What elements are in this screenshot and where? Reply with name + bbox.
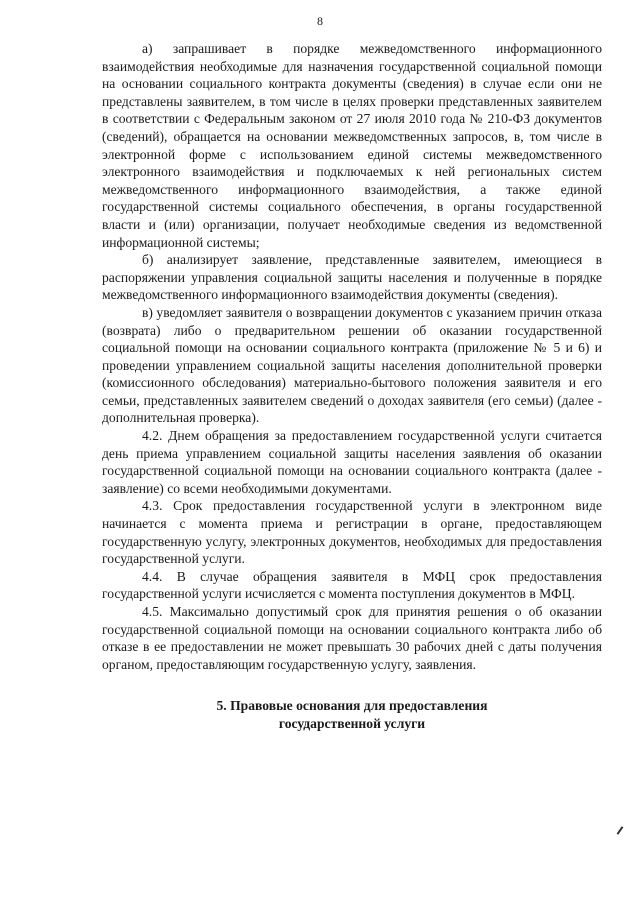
paragraph-v: в) уведомляет заявителя о возвращении документов с указанием причин отказа (возврата) либо о предварительном решении об оказании государственной социальной помощи на основании социального контракта (приложение № 5 и 6) и проведении управлением социальной защиты населения дополнительной проверки (комиссионного обследования) материально-бытового положения заявителя и его семьи, представленных заявителем сведений о доходах заявителя (его семьи) (далее - дополнительная проверка). (102, 304, 602, 426)
pen-mark (617, 826, 624, 835)
document-body (102, 40, 602, 733)
section-heading (102, 697, 602, 732)
paragraph-4-2: 4.2. Днем обращения за предоставлением государственной услуги считается день приема управлением социальной защиты населения заявления об оказании государственной социальной помощи на основании социального контракта (далее - заявление) со всеми необходимыми документами. (102, 428, 602, 496)
paragraph-4-4: 4.4. В случае обращения заявителя в МФЦ срок предоставления государственной услуги исчисляется с момента поступления документов в МФЦ. (102, 568, 602, 602)
paragraph-b: б) анализирует заявление, представленные заявителем, имеющиеся в распоряжении управления социальной защиты населения и полученные в порядке межведомственного информационного взаимодействия документы (сведения). (102, 252, 602, 303)
page-number: 8 (317, 14, 323, 28)
section-heading-line-1: 5. Правовые основания для предоставления (216, 698, 488, 714)
paragraph-4-3: 4.3. Срок предоставления государственной услуги в электронном виде начинается с момента приема и регистрации в органе, предоставляющем государственную услугу, электронных документов, необходимых для предоставления государственной услуги. (102, 498, 602, 567)
section-heading-line-2: государственной услуги (278, 715, 426, 731)
paragraph-a: а) запрашивает в порядке межведомственного информационного взаимодействия необходимые для назначения государственной социальной помощи на основании социального контракта документы (сведения) в случае если они не представлены заявителем, в том числе в целях проверки представленных заявителем в соответствии с Федеральным законом от 27 июля 2010 года № 210-ФЗ документов (сведений), обращается на основании межведомственных запросов, в, том числе в электронной форме с использованием единой системы межведомственного электронного взаимодействия и подключаемых к ней региональных систем межведомственного информационного взаимодействия, а также единой государственной системы социального обеспечения, в органы государственной власти и (или) организации, получает необходимые сведения из ведомственной информационной системы; (102, 41, 602, 250)
paragraph-4-5: 4.5. Максимально допустимый срок для принятия решения о об оказании государственной социальной помощи на основании социального контракта либо об отказе в ее предоставлении не может превышать 30 рабочих дней с даты получения органом, предоставляющим государственную услугу, заявления. (102, 604, 602, 672)
